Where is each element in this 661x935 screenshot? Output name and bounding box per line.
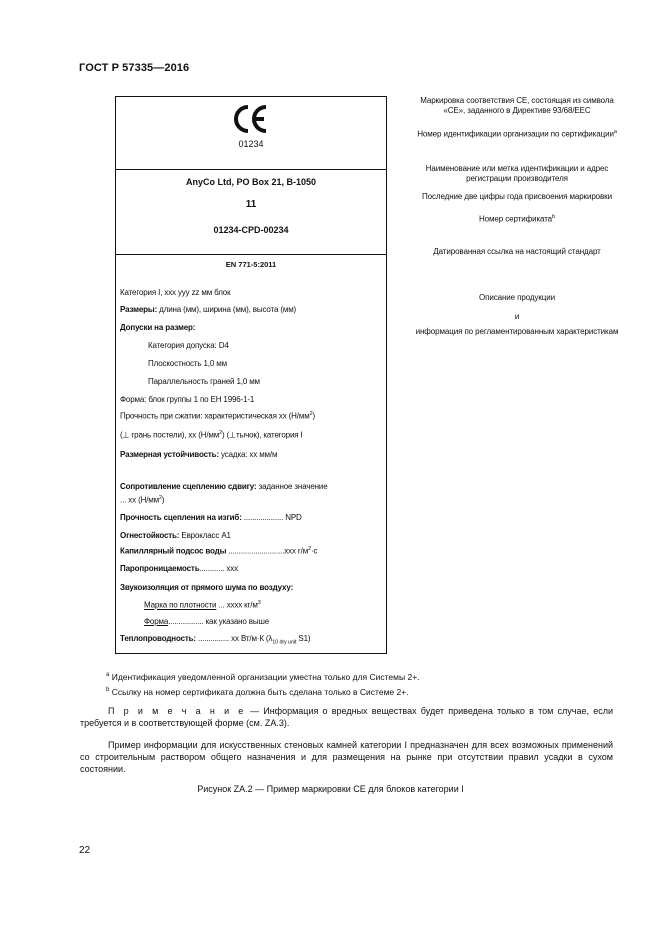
divider [116,254,386,255]
side-note-ce: Маркировка соответствия СЕ, состоящая из символа «СЕ», заданного в Директиве 93/68/ЕЕС [420,96,614,115]
sound-insulation-heading: Звукоизоляция от прямого шума по воздуху: [120,583,294,592]
divider [116,169,386,170]
figure-caption: Рисунок ZA.2 — Пример маркировки CE для блоков категории I [197,784,464,794]
vapour-permeability: Паропроницаемость............ ххх [120,564,238,573]
side-note-characteristics: информация по регламентированным характеристикам [415,327,619,336]
flatness: Плоскостность 1,0 мм [148,359,227,368]
side-note-certificate: Номер сертификата$^b$ [479,214,555,224]
parallelism: Параллельность граней 1,0 мм [148,377,260,386]
shape: Форма................. как указано выше [144,617,270,626]
manufacturer-address: AnyCo Ltd, PO Box 21, B-1050 [185,177,317,187]
tolerance-category: Категория допуска: D4 [148,341,229,350]
tolerances-heading: Допуски на размер: [120,323,196,332]
fire-resistance: Огнестойкость: Еврокласс А1 [120,531,231,540]
side-note-product: Описание продукции [479,293,555,302]
footnote-b: $^b$ Ссылку на номер сертификата должна быть сделана только в Системе 2+. [106,687,409,697]
thermal-conductivity: Теплопроводность: ............... хх Вт/м·К ($\lambda_{10 dry unit}$ S1) [120,634,311,646]
dimensional-stability: Размерная устойчивость: усадка: хх мм/м [120,450,278,459]
side-note-notified-body: Номер идентификации организации по сертификации$^a$ [417,129,617,139]
note: П р и м е ч а н и е — Информация о вредных веществах будет приведена только в том случае, если требуется и в соответствующей форме (см. ZA.3). [80,706,613,728]
ce-mark-icon [232,103,272,135]
ce-marking-box [115,96,387,654]
side-note-standard: Датированная ссылка на настоящий стандарт [433,247,601,256]
page-number: 22 [79,845,91,856]
side-note-year: Последние две цифры года присвоения маркировки [422,192,612,201]
side-note-manufacturer: Наименование или метка идентификации и адрес регистрации производителя [425,164,609,183]
compressive-strength: Прочность при сжатии: характеристическая хх $(Н/мм^2)$ [120,411,315,421]
document-header: ГОСТ Р 57335—2016 [79,62,190,74]
body-paragraph: Пример информации для искусственных стеновых камней категории I предназначен для всех возможных применений со строительным раствором общего назначения и для размещения на рынке при отсутствии правил усадки в сухом состоянии. [80,740,613,774]
ce-mark-logo [116,103,388,140]
year-digits: 11 [245,199,257,210]
notified-body-number: 01234 [238,139,264,149]
footnote-a: $^a$ Идентификация уведомленной организации уместна только для Системы 2+. [106,672,420,682]
form-group: Форма: блок группы 1 по ЕН 1996-1-1 [120,395,255,404]
density-class: Марка по плотности ... хххх $кг/м^3$ [144,600,261,610]
standard-reference: EN 771-5:2011 [225,260,277,269]
side-note-and: и [514,312,520,321]
product-dimensions: Размеры: длина (мм), ширина (мм), высота (мм) [120,305,297,314]
certificate-number: 01234-CPD-00234 [213,225,289,235]
shear-bond-value: ... хх $(Н/мм^2)$ [120,495,165,505]
flexural-bond: Прочность сцепления на изгиб: ................... NPD [120,513,302,522]
shear-bond: Сопротивление сцеплению сдвигу: заданное значение [120,482,328,491]
compressive-strength-detail: (⊥ грань постели), хх $(Н/мм^2)$ (⊥тычок), категория I [120,430,303,440]
product-category: Категория I, ххх ууу zz мм блок [120,288,231,297]
water-absorption: Капиллярный подсос воды ...........................ххх $г/м^2\cdot с$ [120,546,318,556]
